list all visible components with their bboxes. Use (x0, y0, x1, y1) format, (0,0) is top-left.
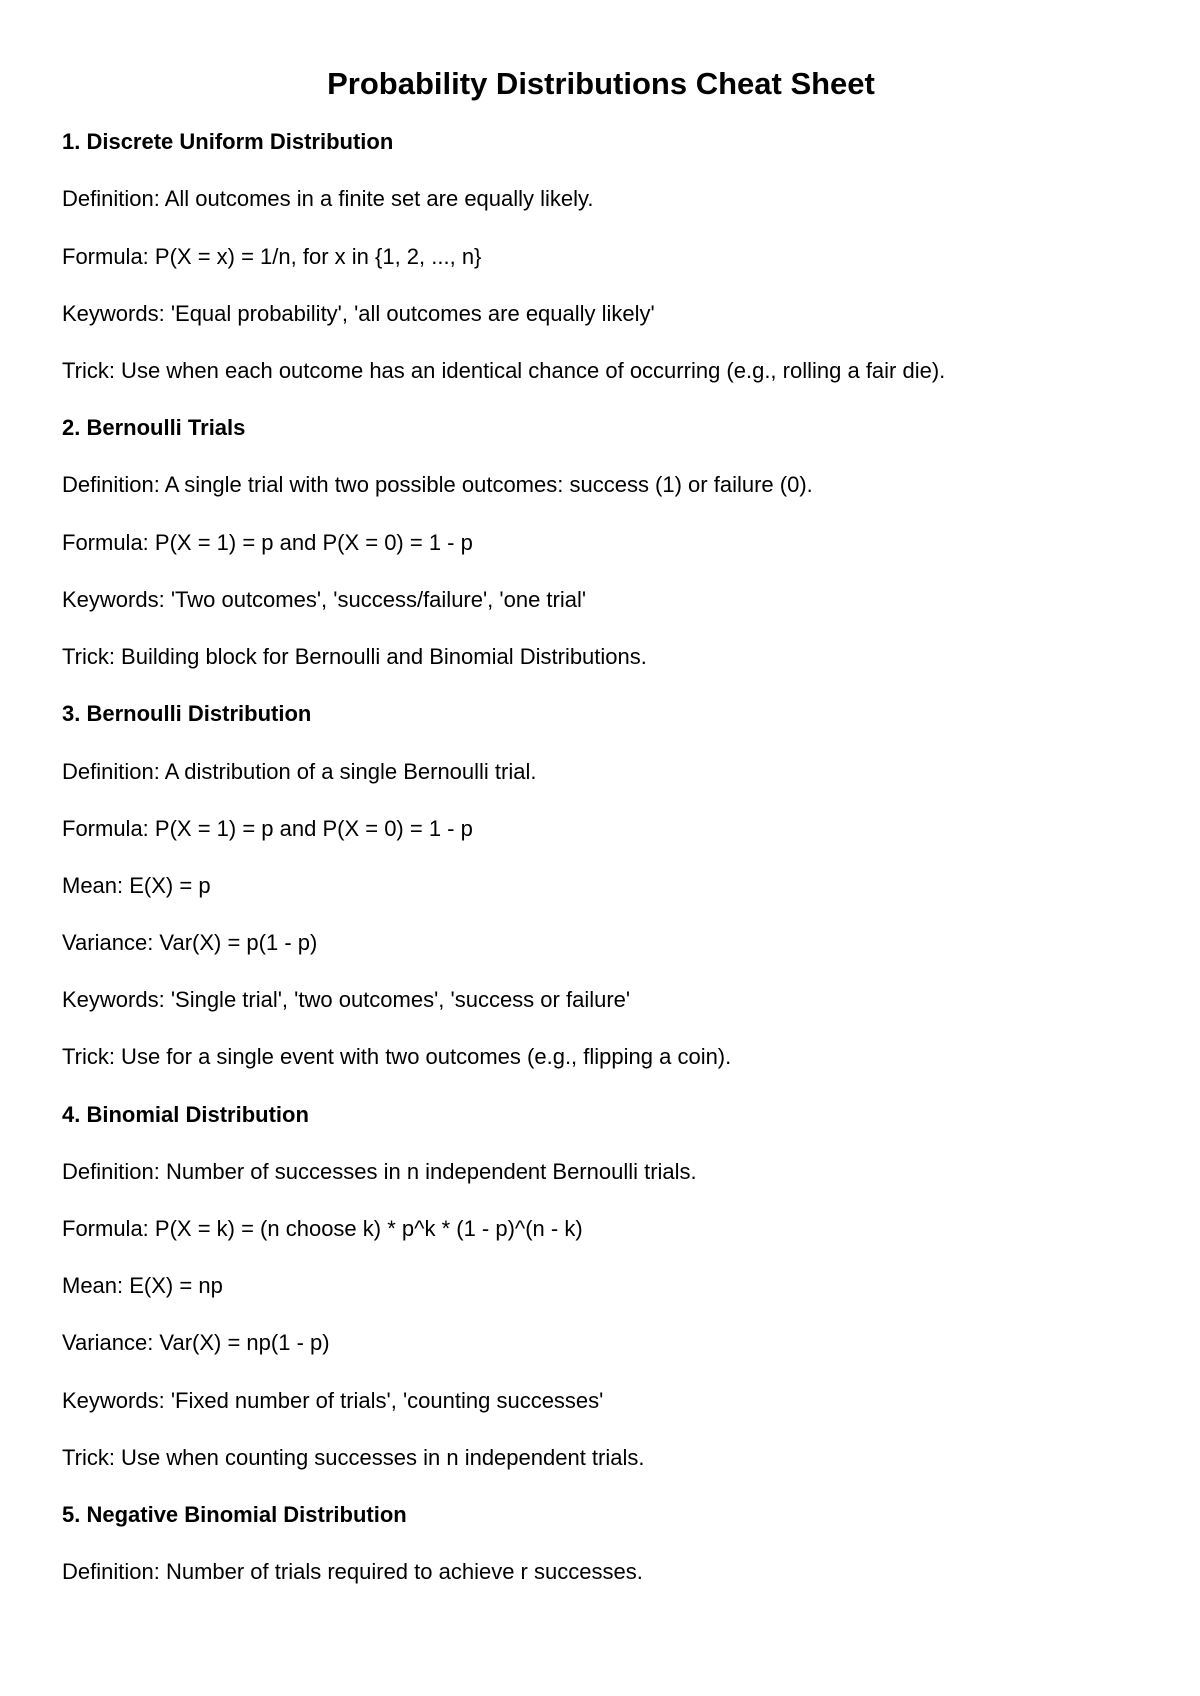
section-4-formula: Formula: P(X = k) = (n choose k) * p^k * (1 - p)^(n - k) (62, 1216, 583, 1241)
section-3-keywords: Keywords: 'Single trial', 'two outcomes', 'success or failure' (62, 987, 631, 1012)
section-4-variance: Variance: Var(X) = np(1 - p) (62, 1330, 330, 1355)
section-5-definition: Definition: Number of trials required to achieve r successes. (62, 1559, 643, 1584)
section-4-definition: Definition: Number of successes in n independent Bernoulli trials. (62, 1159, 697, 1184)
section-2-keywords: Keywords: 'Two outcomes', 'success/failure', 'one trial' (62, 587, 587, 612)
section-1-trick: Trick: Use when each outcome has an identical chance of occurring (e.g., rolling a fair die). (62, 358, 946, 383)
section-2-trick: Trick: Building block for Bernoulli and Binomial Distributions. (62, 644, 647, 669)
section-heading-negative-binomial: 5. Negative Binomial Distribution (62, 1502, 407, 1527)
page-title: Probability Distributions Cheat Sheet (327, 66, 875, 101)
section-4-trick: Trick: Use when counting successes in n independent trials. (62, 1445, 645, 1470)
section-1-keywords: Keywords: 'Equal probability', 'all outcomes are equally likely' (62, 301, 655, 326)
section-heading-discrete-uniform: 1. Discrete Uniform Distribution (62, 129, 394, 154)
section-heading-binomial-distribution: 4. Binomial Distribution (62, 1102, 309, 1127)
section-2-formula: Formula: P(X = 1) = p and P(X = 0) = 1 - p (62, 530, 473, 555)
section-1-formula: Formula: P(X = x) = 1/n, for x in {1, 2, ..., n} (62, 244, 482, 269)
section-3-mean: Mean: E(X) = p (62, 873, 211, 898)
section-3-definition: Definition: A distribution of a single Bernoulli trial. (62, 759, 537, 784)
section-4-keywords: Keywords: 'Fixed number of trials', 'counting successes' (62, 1388, 604, 1413)
section-heading-bernoulli-trials: 2. Bernoulli Trials (62, 415, 246, 440)
section-heading-bernoulli-distribution: 3. Bernoulli Distribution (62, 701, 312, 726)
section-3-variance: Variance: Var(X) = p(1 - p) (62, 930, 318, 955)
section-3-formula: Formula: P(X = 1) = p and P(X = 0) = 1 - p (62, 816, 473, 841)
section-3-trick: Trick: Use for a single event with two outcomes (e.g., flipping a coin). (62, 1044, 732, 1069)
section-4-mean: Mean: E(X) = np (62, 1273, 223, 1298)
section-1-definition: Definition: All outcomes in a finite set are equally likely. (62, 186, 594, 211)
section-2-definition: Definition: A single trial with two possible outcomes: success (1) or failure (0). (62, 472, 813, 497)
